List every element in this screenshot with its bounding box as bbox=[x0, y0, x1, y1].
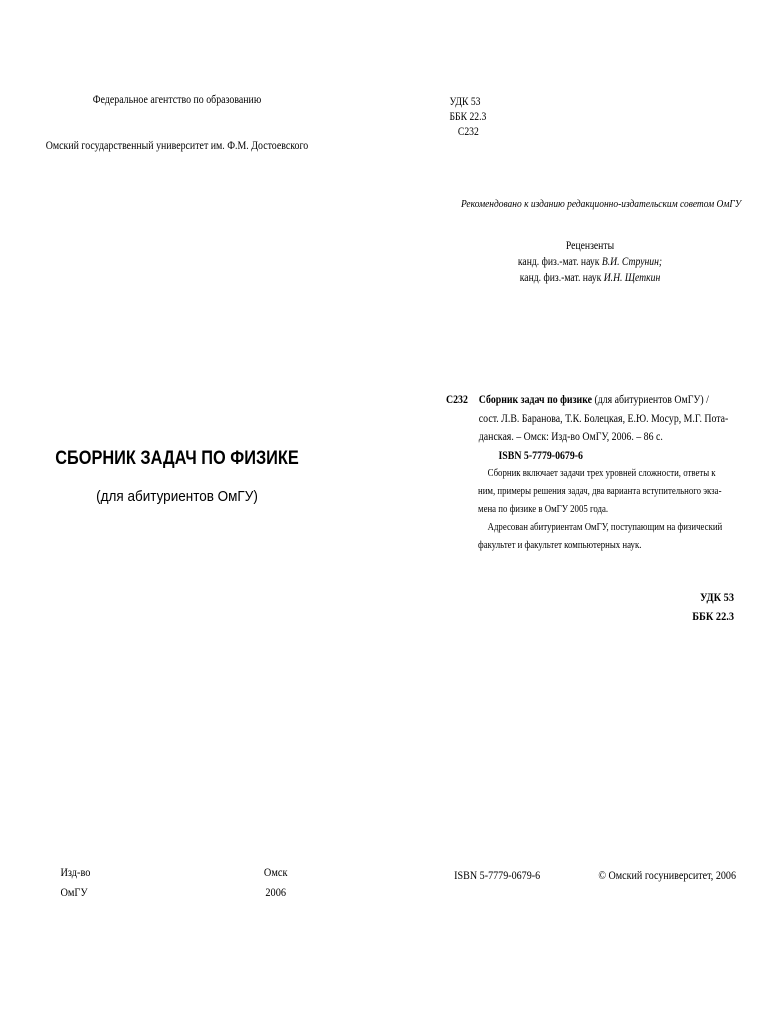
recommendation-note: Рекомендовано к изданию редакционно-издательским советом ОмГУ bbox=[461, 198, 742, 210]
annotation-line-1 bbox=[446, 390, 709, 409]
annotation-line-3: данская. – Омск: Изд-во ОмГУ, 2006. – 86 с. bbox=[478, 429, 663, 443]
city: Омск bbox=[263, 865, 288, 879]
reviewer-2-name: И.Н. Щеткин bbox=[603, 272, 661, 284]
book-title: СБОРНИК ЗАДАЧ ПО ФИЗИКЕ bbox=[55, 448, 299, 469]
bbk-code: ББК 22.3 bbox=[449, 111, 487, 123]
classification-codes bbox=[450, 95, 487, 140]
annotation-desc-1: Сборник включает задачи трех уровней сложности, ответы к bbox=[487, 467, 716, 479]
reviewer-1-name: В.И. Струнин; bbox=[601, 256, 663, 268]
isbn-footer: ISBN 5-7779-0679-6 bbox=[454, 868, 541, 882]
annotation-isbn: ISBN 5-7779-0679-6 bbox=[498, 447, 583, 462]
bbk-code-bottom: ББК 22.3 bbox=[692, 609, 734, 623]
reviewer-1-prefix: канд. физ.-мат. наук bbox=[517, 256, 600, 268]
year: 2006 bbox=[265, 885, 287, 899]
reviewers-block bbox=[464, 238, 716, 286]
agency-name: Федеральное агентство по образованию bbox=[92, 94, 262, 106]
annotation-line-2: сост. Л.В. Баранова, Т.К. Болецкая, Е.Ю. Мосур, М.Г. Пота- bbox=[478, 410, 729, 425]
annotation-desc-5: факультет и факультет компьютерных наук. bbox=[478, 539, 642, 551]
book-subtitle: (для абитуриентов ОмГУ) bbox=[96, 488, 258, 505]
university-name: Омский государственный университет им. Ф.М. Достоевского bbox=[45, 140, 309, 152]
publisher-line1: Изд-во bbox=[60, 865, 91, 879]
annotation-desc-3: мена по физике в ОмГУ 2005 года. bbox=[478, 503, 609, 515]
annotation-block bbox=[446, 390, 736, 554]
annotation-line1-rest: (для абитуриентов ОмГУ) / bbox=[592, 392, 709, 406]
udk-code: УДК 53 bbox=[449, 96, 481, 108]
city-year-block bbox=[264, 862, 288, 902]
copyright-notice: © Омский госуниверситет, 2006 bbox=[598, 868, 736, 882]
classification-codes-bottom bbox=[653, 588, 734, 626]
reviewer-2 bbox=[464, 270, 716, 286]
publisher-line2: ОмГУ bbox=[60, 885, 88, 899]
reviewer-1 bbox=[464, 254, 716, 270]
annotation-desc-4: Адресован абитуриентам ОмГУ, поступающим на физический bbox=[487, 521, 723, 533]
reviewer-2-prefix: канд. физ.-мат. наук bbox=[519, 272, 602, 284]
annotation-desc-2: ним, примеры решения задач, два варианта вступительного экза- bbox=[478, 485, 722, 497]
publisher-block bbox=[60, 862, 90, 902]
author-code: С232 bbox=[457, 126, 479, 138]
udk-code-bottom: УДК 53 bbox=[699, 590, 734, 604]
annotation-code: С232 bbox=[446, 392, 468, 406]
reviewers-heading: Рецензенты bbox=[565, 240, 615, 252]
annotation-book-title: Сборник задач по физике bbox=[478, 392, 593, 406]
